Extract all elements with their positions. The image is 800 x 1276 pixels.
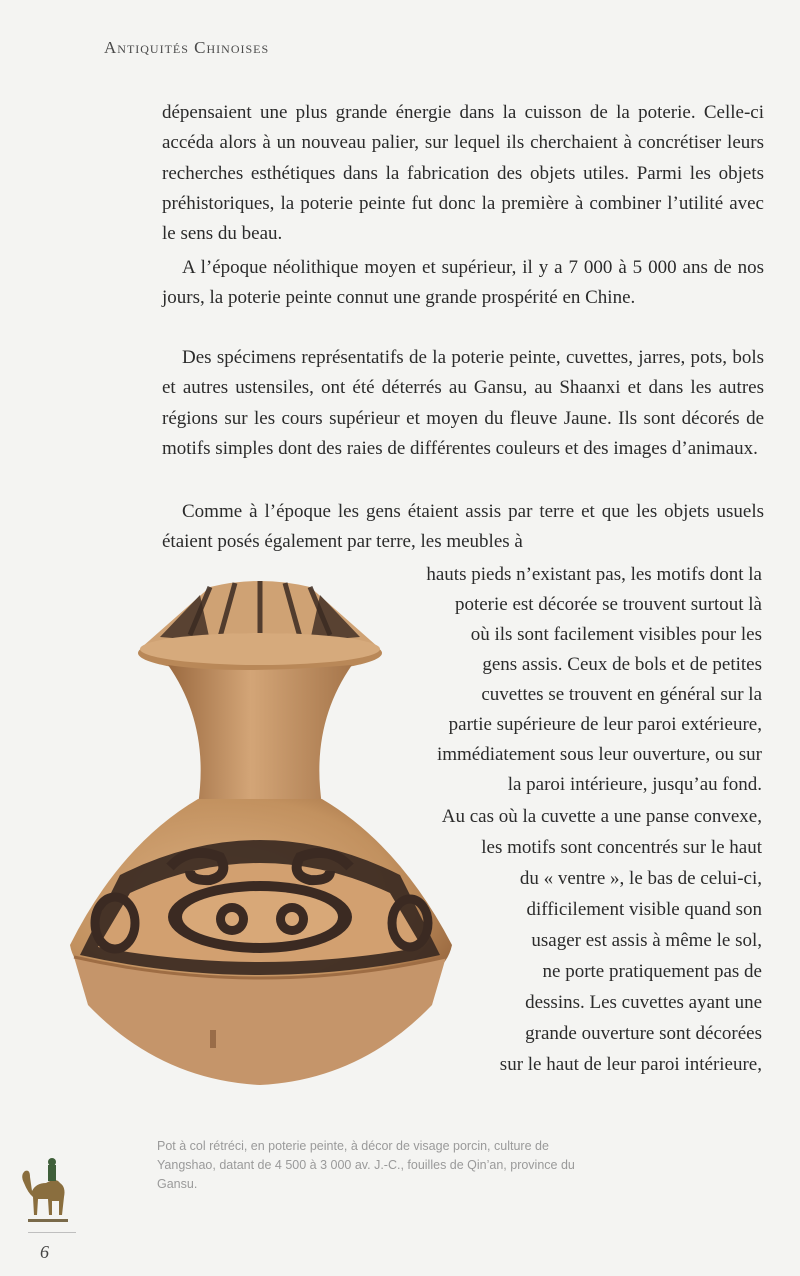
wrapped-line: gens assis. Ceux de bols et de petites: [482, 654, 762, 675]
wrapped-line: les motifs sont concentrés sur le haut: [481, 837, 762, 858]
wrapped-line: la paroi intérieure, jusqu’au fond.: [507, 774, 762, 795]
wrapped-line: ne porte pratiquement pas de: [542, 961, 762, 982]
wrapped-line: dessins. Les cuvettes ayant une: [525, 992, 762, 1013]
paragraph-3: Des spécimens représentatifs de la poterie peinte, cuvettes, jarres, pots, bols et autres ustensiles, ont été déterrés au Gansu, au Shaanxi et dans les autres régions sur les cours supérieur et moyen du fleuve Jaune. Ils sont décorés de motifs simples dont des raies de différentes couleurs et des images d’animaux.: [162, 347, 764, 459]
wrapped-line: Au cas où la cuvette a une panse convexe,: [441, 806, 762, 827]
running-title: Antiquités Chinoises: [104, 38, 270, 57]
paragraph-1: dépensaient une plus grande énergie dans la cuisson de la poterie. Celle-ci accéda alors à un nouveau palier, sur lequel ils cherchaient à concrétiser leurs recherches esthétiques dans la fabrication des objets utiles. Parmi les objets préhistoriques, la poterie peinte fut donc la première à combiner l’utilité avec le sens du beau.: [162, 102, 764, 245]
wrapped-line: cuvettes se trouvent en général sur la: [481, 684, 762, 705]
paragraph-4-full-width: Comme à l’époque les gens étaient assis par terre et que les objets usuels étaient posés également par terre, les meubles à: [162, 501, 764, 553]
wrapped-line: où ils sont facilement visibles pour les: [470, 624, 762, 645]
wrapped-line: poterie est décorée se trouvent surtout là: [454, 594, 762, 615]
figure-caption: Pot à col rétréci, en poterie peinte, à décor de visage porcin, culture de Yangshao, datant de 4 500 à 3 000 av. J.-C., fouilles de Qin’an, province du Gansu.: [157, 1139, 575, 1191]
wrapped-line: hauts pieds n’existant pas, les motifs dont la: [426, 564, 762, 585]
wrapped-line: difficilement visible quand son: [526, 899, 762, 920]
vase-illustration: [60, 575, 460, 1095]
wrapped-line: usager est assis à même le sol,: [531, 930, 762, 951]
painted-pottery-vase-image: [60, 575, 460, 1095]
page-number-rule: [28, 1232, 76, 1233]
wrapped-line: immédiatement sous leur ouverture, ou sur: [436, 744, 762, 765]
wrapped-line: sur le haut de leur paroi intérieure,: [499, 1054, 762, 1075]
camel-rider-ornament-icon: [16, 1153, 76, 1228]
wrapped-line: grande ouverture sont décorées: [525, 1023, 762, 1044]
page-number: 6: [40, 1242, 49, 1262]
wrapped-line: du « ventre », le bas de celui-ci,: [519, 868, 762, 889]
wrapped-line: partie supérieure de leur paroi extérieure,: [448, 714, 762, 735]
paragraph-2: A l’époque néolithique moyen et supérieur, il y a 7 000 à 5 000 ans de nos jours, la poterie peinte connut une grande prospérité en Chine.: [162, 257, 764, 309]
